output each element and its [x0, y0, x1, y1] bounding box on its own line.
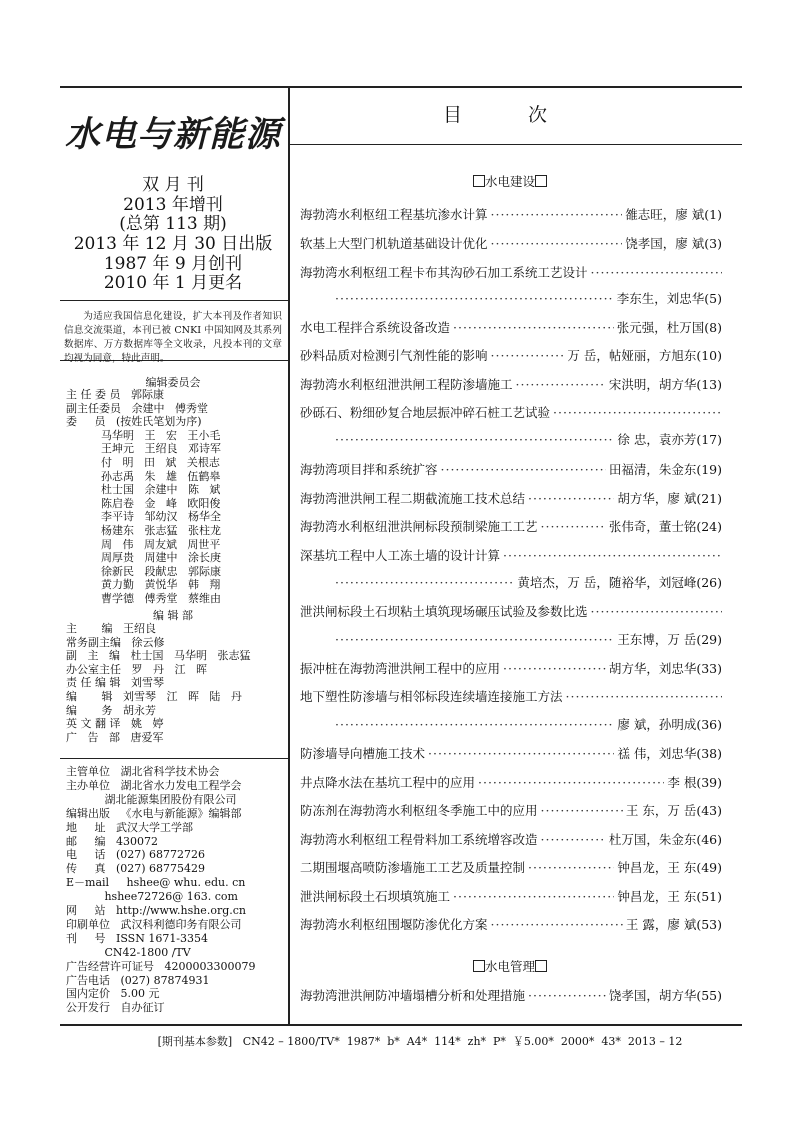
publisher-line: 主管单位 湖北省科学技术协会 — [66, 765, 220, 778]
toc-entry-authors-page — [625, 207, 722, 223]
leader-dots — [441, 462, 606, 478]
publisher-line: 电 话 (027) 68772726 — [66, 848, 206, 862]
toc-entry-continuation — [332, 717, 722, 733]
toc-entry-authors-page — [567, 348, 722, 364]
dept-line: 英 文 翻 译 姚 婷 — [66, 717, 164, 731]
toc-entry-authors: 张伟奇，董士铭 — [608, 519, 697, 534]
publisher-line: 网 站 http://www.hshe.org.cn — [66, 904, 246, 917]
toc-entry — [300, 405, 722, 421]
toc-entry-continuation — [332, 632, 722, 648]
committee-line: 杨建东 张志猛 张柱龙 — [66, 524, 221, 537]
leader-dots — [528, 860, 614, 876]
toc-entry — [300, 803, 722, 819]
toc-entry-authors: 胡方华，廖 斌 — [617, 491, 697, 506]
toc-section-label: 水电建设 — [484, 174, 535, 189]
toc-entry — [300, 689, 722, 705]
toc-entry-title: 砂砾石、粉细砂复合地层振冲碎石桩工艺试验 — [300, 405, 551, 420]
committee-line: 杜士国 余建中 陈 斌 — [66, 483, 221, 497]
toc-entry — [300, 348, 722, 364]
toc-entry-authors: 王 东，万 岳 — [625, 803, 697, 818]
toc-entry-authors: 钟昌龙，王 东 — [617, 889, 697, 904]
toc-entry-authors: 黄培杰，万 岳，随裕华，刘冠峰 — [517, 575, 697, 590]
toc-entry-title: 海勃湾水利枢纽工程骨料加工系统增容改造 — [300, 832, 538, 847]
toc-entry-page: (33) — [696, 661, 722, 676]
leader-dots — [335, 575, 514, 591]
leader-dots — [528, 988, 606, 1004]
publisher-line: 湖北能源集团股份有限公司 — [66, 792, 237, 806]
leader-dots — [491, 917, 623, 933]
leader-dots — [453, 889, 614, 905]
toc-entry-page: (1) — [704, 207, 722, 222]
toc-entry-title: 海勃湾泄洪闸工程二期截流施工技术总结 — [300, 491, 526, 506]
toc-entry-authors-page — [609, 832, 722, 848]
toc-entry-authors: 钟昌龙，王 东 — [617, 860, 697, 875]
dept-line: 编 务 胡永芳 — [66, 703, 156, 717]
toc-entry — [300, 377, 722, 393]
issue-label: 2013 年增刊 — [123, 195, 223, 215]
toc-entry-authors: 胡方华，刘忠华 — [608, 661, 697, 676]
toc-entry-authors: 田福清，朱金东 — [608, 462, 697, 477]
toc-entry-page: (17) — [696, 432, 722, 447]
committee-line: 黄力勤 黄悦华 韩 翔 — [66, 578, 221, 592]
toc-entry-page: (24) — [696, 519, 722, 534]
leader-dots — [335, 291, 614, 307]
toc-entry — [300, 860, 722, 876]
toc-entry-authors: 饶孝国，胡方华 — [608, 988, 697, 1003]
committee-line: 委 员 (按姓氏笔划为序) — [66, 415, 202, 429]
publisher-line: 广告经营许可证号 4200003300079 — [66, 959, 256, 973]
dept-line: 办公室主任 罗 丹 江 晖 — [66, 662, 207, 676]
toc-entry-authors-page — [617, 889, 722, 905]
toc-entry-continuation — [332, 291, 722, 307]
toc-entry-page: (38) — [696, 746, 722, 761]
toc-entry-page: (8) — [704, 320, 722, 335]
toc-entry-page: (13) — [696, 377, 722, 392]
leader-dots — [491, 236, 623, 252]
toc-entry-authors: 宋洪明，胡方华 — [608, 377, 697, 392]
toc-entry-authors: 王 露，廖 斌 — [625, 917, 697, 932]
leader-dots — [503, 548, 722, 564]
committee-line: 李平诗 邹幼汉 杨华全 — [66, 510, 221, 524]
toc-entry — [300, 832, 722, 848]
leader-dots — [335, 717, 614, 733]
top-rule — [60, 86, 742, 88]
toc-entry-authors-page — [617, 860, 722, 876]
notice-top-rule — [60, 300, 288, 301]
toc-entry — [300, 604, 722, 620]
toc-entry — [300, 548, 722, 564]
square-bracket-icon — [473, 175, 485, 187]
toc-entry-authors: 李东生，刘忠华 — [616, 291, 705, 306]
dept-line: 主 编 王绍良 — [66, 622, 156, 635]
toc-entry-title: 海勃湾水利枢纽工程基坑渗水计算 — [300, 207, 488, 222]
committee-line: 周 伟 周友斌 周世平 — [66, 537, 221, 551]
total-issue: (总第 113 期) — [119, 214, 227, 234]
leader-dots — [591, 604, 722, 620]
toc-entry — [300, 746, 722, 762]
committee-line: 曹学德 傅秀堂 蔡维由 — [66, 592, 221, 605]
publisher-line: 刊 号 ISSN 1671-3354 — [66, 931, 209, 945]
leader-dots — [491, 348, 565, 364]
toc-entry-authors-page — [609, 462, 722, 478]
publisher-line: 编辑出版 《水电与新能源》编辑部 — [66, 806, 242, 820]
toc-entry-authors-page — [609, 377, 722, 393]
committee-line: 孙志禹 朱 雄 伍鹤皋 — [66, 469, 221, 483]
toc-entry-authors-page — [609, 661, 722, 677]
toc-entry-page: (43) — [696, 803, 722, 818]
toc-entry — [300, 889, 722, 905]
publisher-line: CN42-1800 /TV — [66, 945, 191, 959]
toc-entry-continuation — [332, 575, 722, 591]
leader-dots — [528, 491, 614, 507]
committee-line: 付 明 田 斌 关根志 — [66, 456, 220, 469]
journal-logo: 水电与新能源 — [64, 114, 281, 155]
publisher-line: 广告电话 (027) 87874931 — [66, 973, 210, 987]
toc-entry-page: (10) — [696, 348, 722, 363]
leader-dots — [553, 405, 722, 421]
committee-line: 徐新民 段献忠 郭际康 — [66, 564, 221, 578]
toc-entry-page: (29) — [696, 632, 722, 647]
toc-entry-authors: 王东博，万 岳 — [617, 632, 697, 647]
editorial-committee-title: 编辑委员会 — [145, 376, 201, 389]
toc-entry-title: 泄洪闸标段土石坝粘土填筑现场碾压试验及参数比选 — [300, 604, 588, 619]
toc-entry-page: (49) — [696, 860, 722, 875]
toc-entry — [300, 207, 722, 223]
toc-entry — [300, 265, 722, 281]
toc-entry-continuation — [332, 432, 722, 448]
publisher-line: 主办单位 湖北省水力发电工程学会 — [66, 778, 242, 792]
leader-dots — [541, 832, 606, 848]
toc-entry-authors-page — [617, 746, 722, 762]
leader-dots — [453, 320, 614, 336]
toc-entry-title: 海勃湾水利枢纽工程卡布其沟砂石加工系统工艺设计 — [300, 265, 588, 280]
leader-dots — [478, 775, 664, 791]
toc-entry-authors-page — [609, 988, 722, 1004]
toc-entry-page: (5) — [704, 291, 722, 306]
toc-entry-title: 海勃湾项目拌和系统扩容 — [300, 462, 438, 477]
leader-dots — [335, 432, 614, 448]
toc-entry-authors: 禚 伟，刘忠华 — [617, 746, 697, 761]
committee-line: 王坤元 王绍良 邓诗军 — [66, 442, 221, 456]
toc-entry-authors-page — [625, 236, 722, 252]
column-divider — [288, 87, 290, 1025]
toc-entry-title: 海勃湾水利枢纽泄洪闸工程防渗墙施工 — [300, 377, 513, 392]
toc-entry — [300, 661, 722, 677]
publisher-line: 地 址 武汉大学工学部 — [66, 820, 193, 834]
leader-dots — [503, 661, 606, 677]
editorial-dept-title: 编 辑 部 — [153, 609, 193, 622]
toc-title: 目 次 — [442, 104, 578, 126]
toc-entry-authors: 饶孝国，廖 斌 — [625, 236, 705, 251]
toc-entry-title: 海勃湾水利枢纽围堰防渗优化方案 — [300, 917, 488, 932]
founded-date: 1987 年 9 月创刊 — [103, 254, 243, 274]
toc-entry-title: 砂料品质对检测引气剂性能的影响 — [300, 348, 488, 363]
toc-section-heading — [290, 172, 730, 190]
toc-entry-authors-page — [617, 291, 722, 307]
toc-entry-authors-page — [617, 632, 722, 648]
square-bracket-icon — [535, 175, 547, 187]
frequency: 双 月 刊 — [142, 175, 204, 195]
leader-dots — [516, 377, 606, 393]
leader-dots — [541, 803, 623, 819]
toc-entry-title: 防渗墙导向槽施工技术 — [300, 746, 426, 761]
publisher-line: 印刷单位 武汉科利德印务有限公司 — [66, 917, 242, 931]
publisher-line: 传 真 (027) 68775429 — [66, 862, 206, 876]
publisher-top-rule — [60, 758, 288, 759]
toc-entry-page: (53) — [696, 917, 722, 932]
committee-line: 马华明 王 宏 王小毛 — [66, 428, 221, 442]
publisher-line: 邮 编 430072 — [66, 834, 158, 848]
square-bracket-icon — [535, 960, 547, 972]
toc-entry-authors-page — [617, 432, 722, 448]
toc-title-rule — [290, 144, 742, 145]
toc-entry — [300, 917, 722, 933]
toc-entry-title: 泄洪闸标段土石坝填筑施工 — [300, 889, 451, 904]
toc-entry-authors-page — [609, 519, 722, 535]
toc-entry-page: (36) — [696, 717, 722, 732]
publish-date: 2013 年 12 月 30 日出版 — [73, 234, 273, 254]
committee-line: 主 任 委 员 郭际康 — [66, 388, 164, 401]
leader-dots — [591, 265, 722, 281]
toc-entry-title: 振冲桩在海勃湾泄洪闸工程中的应用 — [300, 661, 501, 676]
toc-entry-title: 水电工程拌合系统设备改造 — [300, 320, 451, 335]
toc-entry — [300, 491, 722, 507]
journal-parameters: [期刊基本参数] CN42 – 1800/TV* 1987* b* A4* 114* zh* P* ￥5.00* 2000* 43* 2013 – 12 — [157, 1035, 683, 1048]
toc-entry-authors-page — [617, 491, 722, 507]
toc-entry — [300, 988, 722, 1004]
dept-line: 常务副主编 徐云修 — [66, 635, 165, 649]
leader-dots — [428, 746, 614, 762]
toc-entry-authors-page — [626, 917, 722, 933]
toc-entry-authors: 徐 忠，袁亦芳 — [617, 432, 697, 447]
toc-entry-authors: 杜万国，朱金东 — [608, 832, 697, 847]
toc-section-label: 水电管理 — [484, 959, 535, 974]
renamed-date: 2010 年 1 月更名 — [103, 273, 243, 293]
copyright-notice: 为适应我国信息化建设，扩大本刊及作者知识信息交流渠道，本刊已被 CNKI 中国知网及其系列数据库、万方数据库等全文收录，凡投本刊的文章均视为同意，特此声明。 — [64, 311, 282, 364]
square-bracket-icon — [473, 960, 485, 972]
toc-entry-page: (21) — [696, 491, 722, 506]
toc-entry-page: (3) — [704, 236, 722, 251]
toc-entry-page: (46) — [696, 832, 722, 847]
dept-line: 广 告 部 唐爱军 — [66, 730, 164, 744]
publisher-line: hshee72726@ 163. com — [66, 890, 238, 904]
toc-entry — [300, 775, 722, 791]
committee-line: 副主任委员 余建中 傅秀堂 — [66, 401, 208, 415]
toc-entry-authors: 张元强，杜万国 — [616, 320, 705, 335]
toc-entry-authors: 万 岳，帖娅丽，方旭东 — [567, 348, 697, 363]
dept-line: 副 主 编 杜士国 马华明 张志猛 — [66, 649, 251, 663]
toc-entry-title: 软基上大型门机轨道基础设计优化 — [300, 236, 488, 251]
toc-entry-title: 海勃湾水利枢纽泄洪闸标段预制梁施工工艺 — [300, 519, 538, 534]
toc-entry — [300, 236, 722, 252]
committee-line: 陈启卷 金 峰 欧阳俊 — [66, 496, 221, 510]
toc-entry-title: 海勃湾泄洪闸防冲墙塌槽分析和处理措施 — [300, 988, 526, 1003]
toc-entry-authors: 廖 斌，孙明成 — [617, 717, 697, 732]
publisher-line: E－mail hshee@ whu. edu. cn — [66, 876, 246, 890]
leader-dots — [335, 632, 614, 648]
toc-entry-page: (39) — [696, 775, 722, 790]
dept-line: 责 任 编 辑 刘雪琴 — [66, 676, 164, 690]
leader-dots — [491, 207, 623, 223]
toc-entry-authors-page — [626, 803, 722, 819]
toc-entry-title: 地下塑性防渗墙与相邻标段连续墙连接施工方法 — [300, 689, 563, 704]
toc-entry-authors-page — [667, 775, 722, 791]
committee-line: 周厚贵 周建中 涂长庚 — [66, 551, 221, 565]
leader-dots — [541, 519, 606, 535]
toc-entry-title: 井点降水法在基坑工程中的应用 — [300, 775, 476, 790]
publisher-line: 公开发行 自办征订 — [66, 1001, 165, 1015]
toc-entry — [300, 320, 722, 336]
publisher-line: 国内定价 5.00 元 — [66, 987, 160, 1001]
toc-entry-title: 深基坑工程中人工冻土墙的设计计算 — [300, 548, 501, 563]
toc-entry-page: (19) — [696, 462, 722, 477]
toc-section-heading — [290, 957, 730, 975]
leader-dots — [566, 689, 722, 705]
toc-entry-authors-page — [517, 575, 722, 591]
toc-entry-page: (51) — [696, 889, 722, 904]
toc-entry — [300, 519, 722, 535]
toc-entry-page: (55) — [696, 988, 722, 1003]
toc-entry-authors: 雒志旺，廖 斌 — [625, 207, 705, 222]
bottom-rule — [60, 1024, 742, 1026]
toc-entry-page: (26) — [696, 575, 722, 590]
toc-entry-authors: 李 根 — [667, 775, 697, 790]
dept-line: 编 辑 刘雪琴 江 晖 陆 丹 — [66, 690, 242, 703]
toc-entry — [300, 462, 722, 478]
toc-entry-title: 防冻剂在海勃湾水利枢纽冬季施工中的应用 — [300, 803, 538, 818]
toc-entry-title: 二期围堰高喷防渗墙施工工艺及质量控制 — [300, 860, 526, 875]
toc-entry-authors-page — [617, 717, 722, 733]
toc-entry-authors-page — [617, 320, 722, 336]
